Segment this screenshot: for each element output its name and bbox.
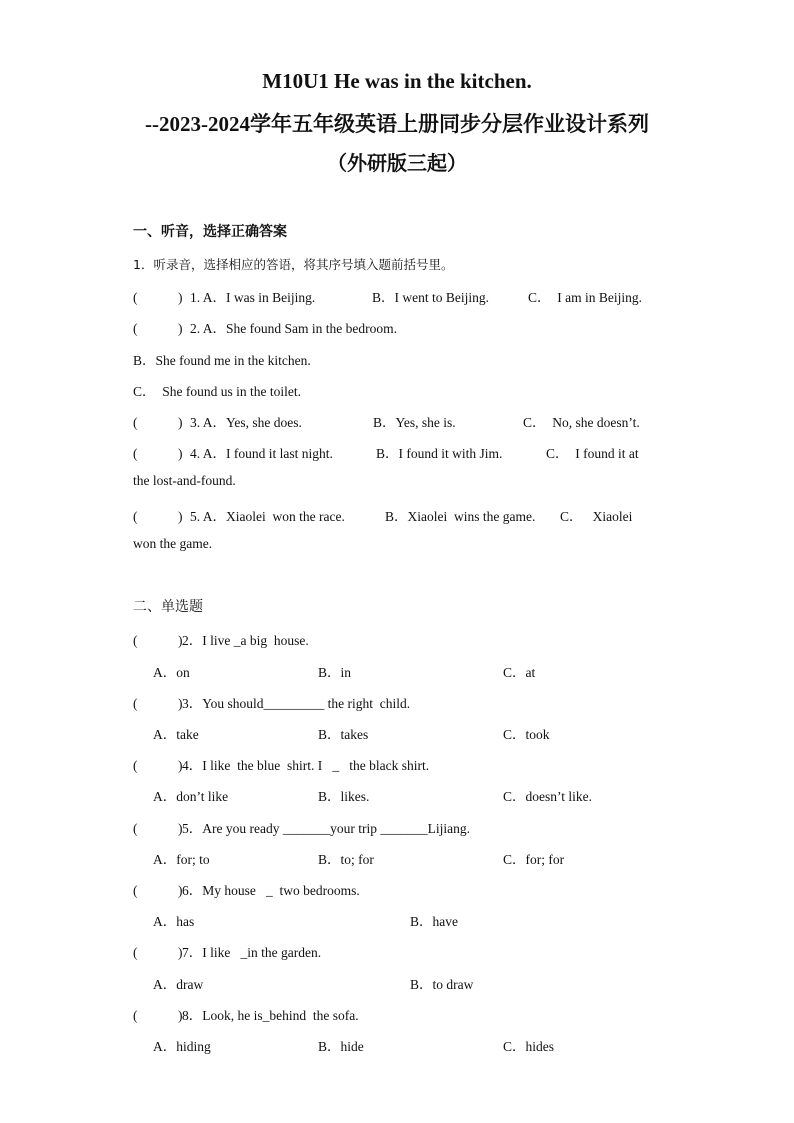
- s2-q4-option-a: A．don’t like: [153, 789, 229, 804]
- s2-q8-option-b: B．hide: [318, 1039, 364, 1054]
- answer-blank-s2-q4[interactable]: ( ): [133, 758, 183, 773]
- s2-q5-option-c: C．for; for: [503, 852, 565, 867]
- s2-q6-option-a: A．has: [153, 914, 195, 929]
- s2-q7-option-a: A．draw: [153, 977, 204, 992]
- s2-q4-option-c: C．doesn’t like.: [503, 789, 592, 804]
- s1-q3-option-b: B．Yes, she is.: [373, 415, 456, 430]
- s1-q3-option-a: 3. A．Yes, she does.: [190, 415, 302, 430]
- answer-blank-s1-q3[interactable]: ( ): [133, 415, 183, 430]
- answer-blank-s2-q6[interactable]: ( ): [133, 883, 183, 898]
- s2-q2-option-b: B．in: [318, 665, 352, 680]
- section1-instruction: 1．听录音，选择相应的答语，将其序号填入题前括号里。: [133, 257, 454, 272]
- s2-q7-stem: 7．I like _in the garden.: [182, 945, 322, 960]
- s1-q2-option-a: 2. A．She found Sam in the bedroom.: [190, 321, 397, 336]
- s2-q4-stem: 4．I like the blue shirt. I _ the black shirt.: [182, 758, 430, 773]
- s1-q3-option-c: C． No, she doesn’t.: [523, 415, 640, 430]
- s2-q5-option-b: B．to; for: [318, 852, 374, 867]
- s2-q3-stem: 3．You should_________ the right child.: [182, 696, 411, 711]
- s2-q8-option-c: C．hides: [503, 1039, 555, 1054]
- s1-q5-option-a: 5. A．Xiaolei won the race.: [190, 509, 345, 524]
- s1-q1-option-b: B．I went to Beijing.: [372, 290, 489, 305]
- answer-blank-s1-q4[interactable]: ( ): [133, 446, 183, 461]
- answer-blank-s2-q7[interactable]: ( ): [133, 945, 183, 960]
- s1-q4-option-b: B．I found it with Jim.: [376, 446, 503, 461]
- s2-q4-option-b: B．likes.: [318, 789, 370, 804]
- answer-blank-s2-q2[interactable]: ( ): [133, 633, 183, 648]
- s1-q4-option-c-cont: the lost-and-found.: [133, 473, 236, 488]
- answer-blank-s2-q3[interactable]: ( ): [133, 696, 183, 711]
- s2-q6-option-b: B．have: [410, 914, 458, 929]
- s2-q8-stem: 8．Look, he is_behind the sofa.: [182, 1008, 359, 1023]
- document-title: M10U1 He was in the kitchen.: [262, 69, 532, 93]
- section2-heading: 二、单选题: [133, 599, 203, 615]
- s2-q3-option-c: C．took: [503, 727, 550, 742]
- document-edition: （外研版三起）: [327, 151, 467, 175]
- s1-q5-option-b: B．Xiaolei wins the game.: [385, 509, 536, 524]
- answer-blank-s1-q2[interactable]: ( ): [133, 321, 183, 336]
- s2-q3-option-a: A．take: [153, 727, 199, 742]
- s1-q4-option-c: C． I found it at: [546, 446, 639, 461]
- s2-q2-stem: 2．I live _a big house.: [182, 633, 309, 648]
- s1-q5-option-c: C． Xiaolei: [560, 509, 633, 524]
- s2-q5-option-a: A．for; to: [153, 852, 210, 867]
- s1-q1-option-c: C． I am in Beijing.: [528, 290, 642, 305]
- document-subtitle: --2023-2024学年五年级英语上册同步分层作业设计系列: [145, 112, 649, 136]
- s1-q2-option-b: B．She found me in the kitchen.: [133, 353, 311, 368]
- s1-q4-option-a: 4. A．I found it last night.: [190, 446, 333, 461]
- s1-q5-option-c-cont: won the game.: [133, 536, 213, 551]
- answer-blank-s1-q5[interactable]: ( ): [133, 509, 183, 524]
- s2-q3-option-b: B．takes: [318, 727, 369, 742]
- s2-q5-stem: 5．Are you ready _______your trip _______Lijiang.: [182, 821, 470, 836]
- s2-q2-option-c: C．at: [503, 665, 536, 680]
- s1-q2-option-c: C． She found us in the toilet.: [133, 384, 301, 399]
- s2-q7-option-b: B．to draw: [410, 977, 474, 992]
- answer-blank-s1-q1[interactable]: ( ): [133, 290, 183, 305]
- s2-q2-option-a: A．on: [153, 665, 190, 680]
- answer-blank-s2-q5[interactable]: ( ): [133, 821, 183, 836]
- s1-q1-option-a: 1. A．I was in Beijing.: [190, 290, 316, 305]
- section1-heading: 一、听音，选择正确答案: [133, 224, 287, 240]
- s2-q6-stem: 6．My house _ two bedrooms.: [182, 883, 360, 898]
- s2-q8-option-a: A．hiding: [153, 1039, 211, 1054]
- answer-blank-s2-q8[interactable]: ( ): [133, 1008, 183, 1023]
